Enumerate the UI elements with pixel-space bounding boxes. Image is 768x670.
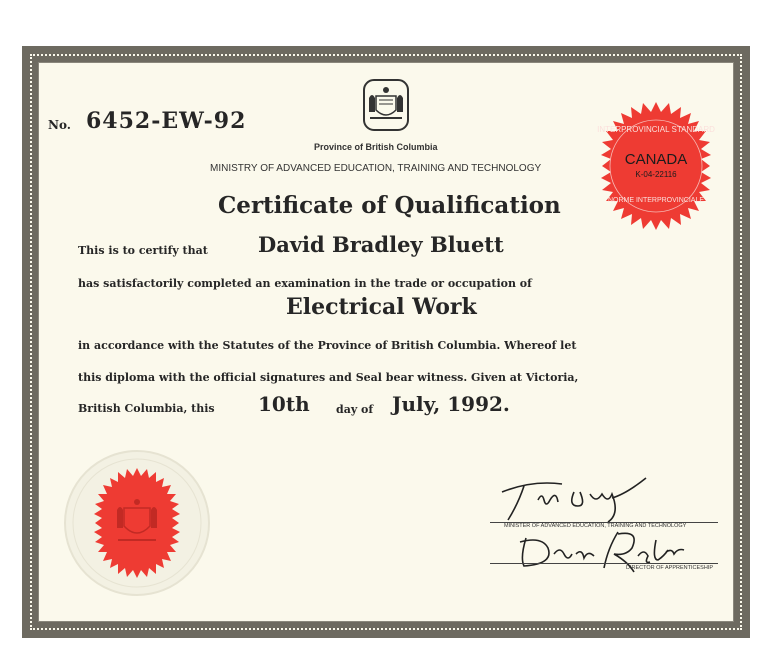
director-title: DIRECTOR OF APPRENTICESHIP [626, 565, 713, 571]
embossed-seal-icon [62, 448, 212, 598]
canada-red-seal-icon [590, 100, 722, 232]
holder-name: David Bradley Bluett [258, 232, 504, 257]
ministry-label: MINISTRY OF ADVANCED EDUCATION, TRAINING AND TECHNOLOGY [210, 163, 542, 174]
body-line-1: in accordance with the Statutes of the Province of British Columbia. Whereof let [78, 339, 577, 352]
seal-bottom-text: NORME INTERPROVINCIALE [607, 197, 705, 204]
number-prefix: No. [48, 118, 71, 132]
seal-country: CANADA [624, 151, 688, 168]
day-of-text: day of [336, 403, 374, 416]
seal-top-text: INTERPROVINCIAL STANDARD [597, 125, 715, 134]
body-line-2: this diploma with the official signatures and Seal bear witness. Given at Victoria, [78, 371, 579, 384]
completed-text: has satisfactorily completed an examination in the trade or occupation of [78, 277, 532, 290]
certificate-title: Certificate of Qualification [218, 192, 561, 219]
certify-text: This is to certify that [78, 244, 208, 257]
issue-day: 10th [258, 392, 310, 416]
body-line-3: British Columbia, this [78, 402, 215, 415]
director-signature-line [490, 563, 718, 564]
certificate-number: 6452-EW-92 [86, 108, 247, 134]
trade-name: Electrical Work [286, 294, 477, 320]
province-label: Province of British Columbia [314, 142, 438, 152]
bc-crest-icon [362, 78, 410, 132]
seal-code: K-04-22116 [635, 170, 677, 179]
minister-signature-icon [494, 470, 664, 526]
minister-title: MINISTER OF ADVANCED EDUCATION, TRAINING AND TECHNOLOGY [504, 523, 687, 529]
issue-month-year: July, 1992. [392, 392, 510, 416]
